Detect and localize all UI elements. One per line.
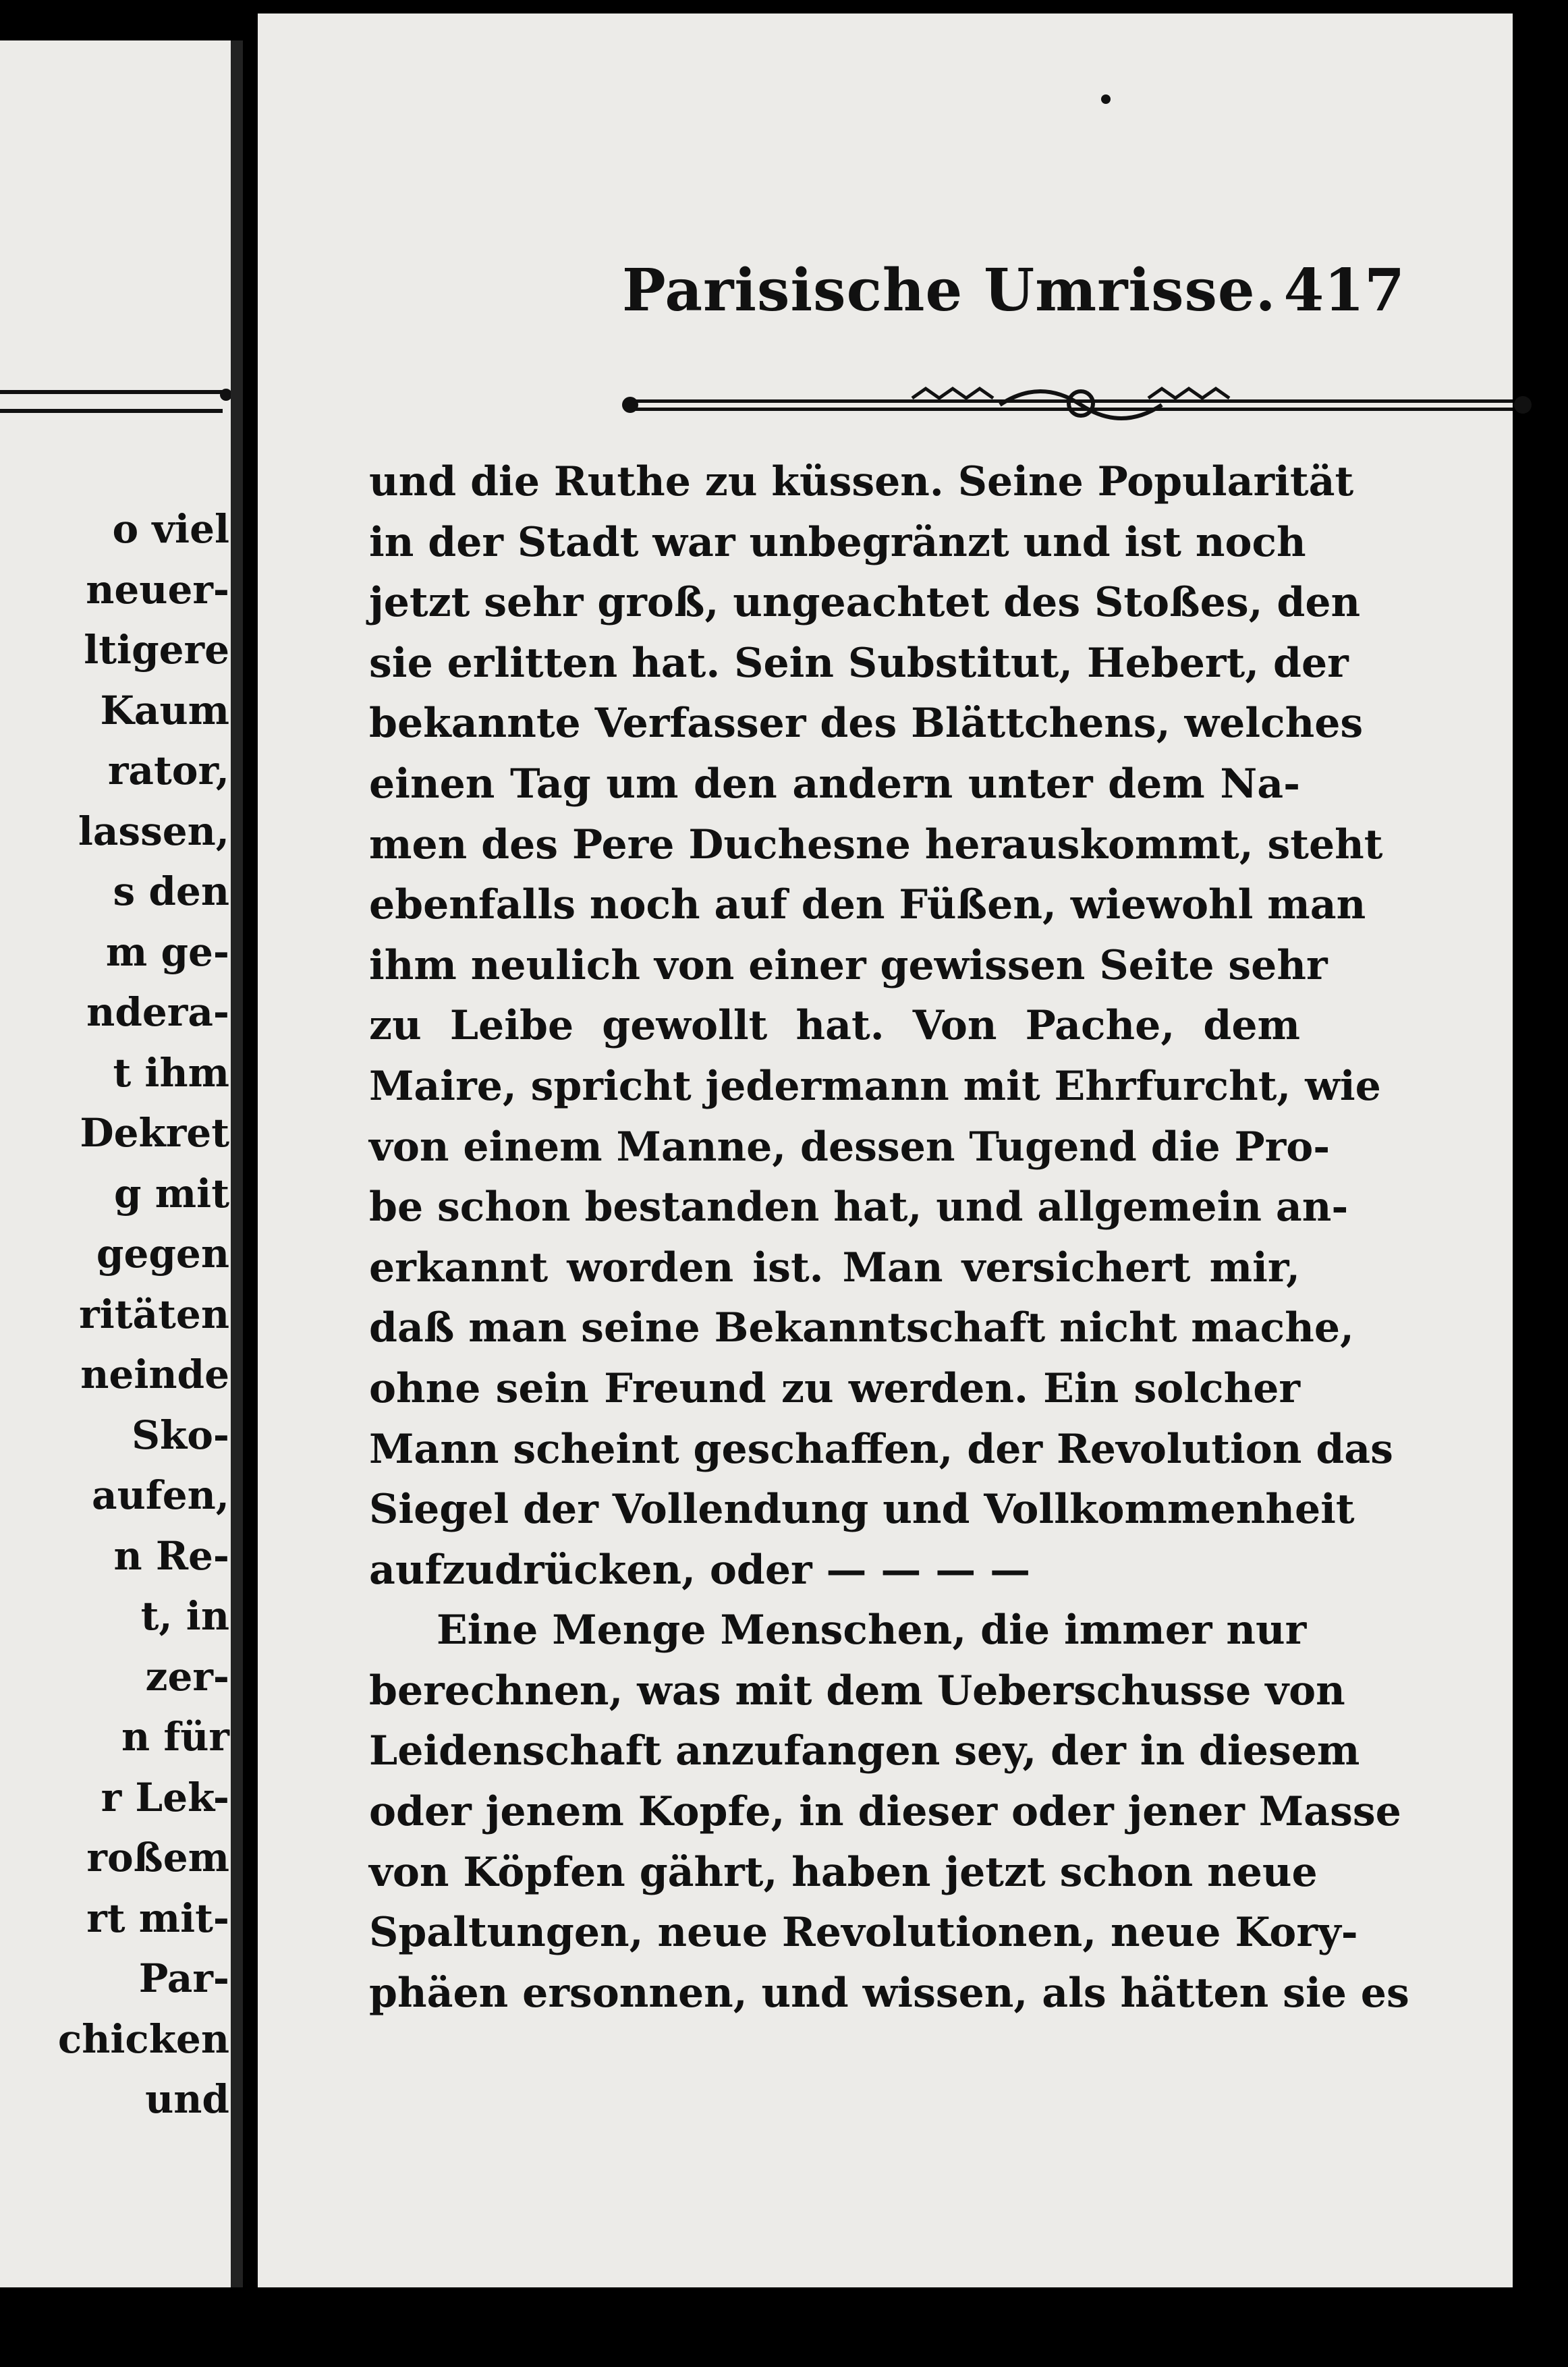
previous-page-line-fragment: aufen, xyxy=(92,1472,229,1518)
text-line: von einem Manne, dessen Tugend die Pro- xyxy=(369,1123,1331,1171)
text-line: Siegel der Vollendung und Vollkommenheit xyxy=(369,1486,1355,1534)
text-line: sie erlitten hat. Sein Substitut, Hebert, der xyxy=(369,639,1349,687)
previous-page-line-fragment: ltigere xyxy=(84,627,229,673)
text-line: Leidenschaft anzufangen sey, der in diesem xyxy=(369,1727,1360,1775)
previous-page-line-fragment: Kaum xyxy=(100,687,229,733)
previous-page-line-fragment: s den xyxy=(113,868,229,914)
previous-page-line-fragment: o viel xyxy=(112,506,229,552)
previous-page-line-fragment: neinde xyxy=(80,1352,229,1397)
text-line: aufzudrücken, oder — — — — xyxy=(369,1546,1031,1594)
previous-page-line-fragment: n Re- xyxy=(113,1532,229,1579)
previous-page-line-fragment: chicken xyxy=(57,2015,229,2062)
previous-page-line-fragment: g mit xyxy=(114,1170,229,1217)
text-line: ebenfalls noch auf den Füßen, wiewohl man xyxy=(369,881,1366,929)
text-line: in der Stadt war unbegränzt und ist noch xyxy=(369,518,1306,566)
previous-page-line-fragment: lassen, xyxy=(78,808,229,854)
previous-page-line-fragment: t ihm xyxy=(113,1049,229,1096)
previous-page-line-fragment: rt mit- xyxy=(86,1895,229,1941)
text-line: Mann scheint geschaffen, der Revolution das xyxy=(369,1425,1393,1473)
previous-page-edge xyxy=(0,40,243,2287)
previous-page-line-fragment: zer- xyxy=(145,1653,229,1700)
previous-page-line-fragment: roßem xyxy=(86,1835,229,1881)
previous-page-line-fragment: ndera- xyxy=(86,989,229,1035)
page-number: 417 xyxy=(1283,256,1405,325)
text-line: Spaltungen, neue Revolutionen, neue Kory- xyxy=(369,1909,1358,1957)
previous-page-text-fragments xyxy=(58,499,229,2130)
gutter-shadow xyxy=(231,40,243,2287)
previous-page-line-fragment: ritäten xyxy=(79,1291,229,1337)
previous-page-line-fragment: und xyxy=(145,2076,229,2122)
running-title: Parisische Umrisse. xyxy=(622,256,1277,325)
speck xyxy=(1101,94,1111,104)
text-line: von Köpfen gährt, haben jetzt schon neue xyxy=(369,1848,1318,1896)
previous-page-line-fragment: r Lek- xyxy=(101,1774,229,1820)
previous-page-line-fragment: Par- xyxy=(138,1955,229,2001)
text-line: ihm neulich von einer gewissen Seite sehr xyxy=(369,941,1328,989)
book-page xyxy=(258,13,1513,2287)
text-line: Eine Menge Menschen, die immer nur xyxy=(437,1607,1307,1654)
text-line: phäen ersonnen, und wissen, als hätten sie es xyxy=(369,1969,1409,2017)
text-line: berechnen, was mit dem Ueberschusse von xyxy=(369,1667,1345,1715)
text-line: erkannt worden ist. Man versichert mir, xyxy=(369,1244,1300,1291)
text-line: Maire, spricht jedermann mit Ehrfurcht, wie xyxy=(369,1062,1381,1110)
text-line: zu Leibe gewollt hat. Von Pache, dem xyxy=(369,1002,1300,1050)
previous-page-ornament-rule xyxy=(0,390,223,413)
previous-page-line-fragment: neuer- xyxy=(86,566,229,613)
body-text xyxy=(369,452,1409,2024)
text-line: be schon bestanden hat, und allgemein an- xyxy=(369,1184,1349,1231)
previous-page-line-fragment: rator, xyxy=(107,748,229,793)
text-line: jetzt sehr groß, ungeachtet des Stoßes, den xyxy=(369,579,1361,627)
previous-page-line-fragment: Dekret xyxy=(80,1110,229,1156)
previous-page-line-fragment: Sko- xyxy=(132,1412,229,1458)
header-ornament-rule xyxy=(622,378,1540,432)
text-line: daß man seine Bekanntschaft nicht mache, xyxy=(369,1304,1354,1352)
previous-page-line-fragment: m ge- xyxy=(105,928,229,975)
text-line: bekannte Verfasser des Blättchens, welches xyxy=(369,700,1364,748)
page-header xyxy=(622,256,1519,351)
text-line: ohne sein Freund zu werden. Ein solcher xyxy=(369,1364,1300,1412)
previous-page-line-fragment: t, in xyxy=(140,1593,229,1639)
previous-page-line-fragment: n für xyxy=(121,1714,229,1760)
text-line: oder jenem Kopfe, in dieser oder jener Masse xyxy=(369,1788,1401,1836)
text-line: und die Ruthe zu küssen. Seine Popularität xyxy=(369,458,1354,505)
text-line: einen Tag um den andern unter dem Na- xyxy=(369,760,1300,808)
previous-page-line-fragment: gegen xyxy=(96,1231,229,1277)
text-line: men des Pere Duchesne herauskommt, steht xyxy=(369,820,1383,868)
